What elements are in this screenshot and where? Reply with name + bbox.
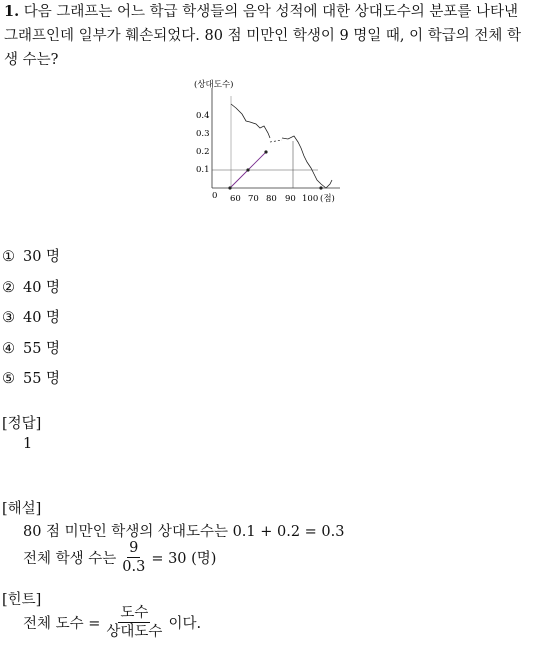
origin-label: 0: [212, 191, 218, 201]
y-tick-0.1: 0.1: [196, 165, 210, 175]
choice-4-text: 55 명: [23, 340, 61, 357]
question: [4, 0, 532, 72]
explanation-line-1: 80 점 미만인 학생의 상대도수는 0.1 + 0.2 = 0.3: [23, 524, 345, 540]
explanation-frac-denominator: 0.3: [122, 559, 146, 575]
choice-1[interactable]: [2, 246, 60, 277]
choice-2-text: 40 명: [23, 279, 61, 296]
choice-4-mark: ④: [2, 340, 15, 357]
answer-label: [정답]: [2, 416, 42, 432]
explanation-fraction: [120, 539, 147, 576]
hint-suffix: 이다.: [168, 616, 202, 632]
hint-fraction: [104, 604, 164, 641]
hint-prefix: 전체 도수 =: [23, 616, 101, 632]
x-tick-80: 80: [266, 194, 277, 204]
choice-1-mark: ①: [2, 249, 15, 265]
answer-value: 1: [23, 436, 33, 452]
explanation-frac-numerator: 9: [129, 540, 139, 556]
choice-3[interactable]: [2, 307, 60, 338]
end-point-dot: [319, 186, 322, 189]
x-tick-90: 90: [285, 194, 296, 204]
y-tick-0.4: 0.4: [196, 111, 210, 121]
hint-label: [힌트]: [2, 592, 42, 608]
data-point-1: [246, 168, 249, 171]
damaged-edge-upper: [231, 104, 270, 138]
choices-list: [2, 246, 60, 399]
x-tick-100: 100: [302, 194, 319, 204]
relative-frequency-graph: [190, 76, 350, 206]
x-axis-label: (점): [320, 194, 335, 204]
x-tick-70: 70: [248, 194, 259, 204]
choice-2[interactable]: [2, 277, 60, 308]
damaged-edge-lower: [282, 136, 332, 188]
x-tick-60: 60: [230, 194, 241, 204]
y-axis-label: (상대도수): [194, 80, 234, 90]
explanation-line-2: [23, 539, 216, 576]
choice-3-text: 40 명: [23, 310, 61, 326]
choice-2-mark: ②: [2, 279, 15, 296]
y-tick-0.3: 0.3: [196, 129, 210, 139]
dashed-segment: [270, 140, 282, 142]
data-point-2: [264, 150, 267, 153]
choice-5-mark: ⑤: [2, 371, 15, 387]
graph-svg: [190, 76, 350, 206]
choice-5[interactable]: [2, 368, 60, 399]
question-number: 1.: [4, 3, 20, 20]
hint-line: [23, 604, 201, 641]
data-point-0: [228, 186, 231, 189]
choice-1-text: 30 명: [23, 249, 61, 265]
explanation-prefix: 전체 학생 수는: [23, 551, 117, 567]
question-text: 다음 그래프는 어느 학급 학생들의 음악 성적에 대한 상대도수의 분포를 나타낸 그래프인데 일부가 훼손되었다. 80 점 미만인 학생이 9 명일 때, 이 학급의 전체 학생 수는?: [4, 4, 522, 68]
choice-4[interactable]: [2, 338, 60, 369]
explanation-suffix: = 30 (명): [151, 551, 217, 567]
y-tick-0.2: 0.2: [196, 147, 210, 157]
hint-frac-denominator: 상대도수: [106, 624, 163, 640]
choice-3-mark: ③: [2, 310, 15, 326]
choice-5-text: 55 명: [23, 371, 61, 387]
explanation-label: [해설]: [2, 501, 42, 517]
hint-frac-numerator: 도수: [120, 605, 149, 621]
